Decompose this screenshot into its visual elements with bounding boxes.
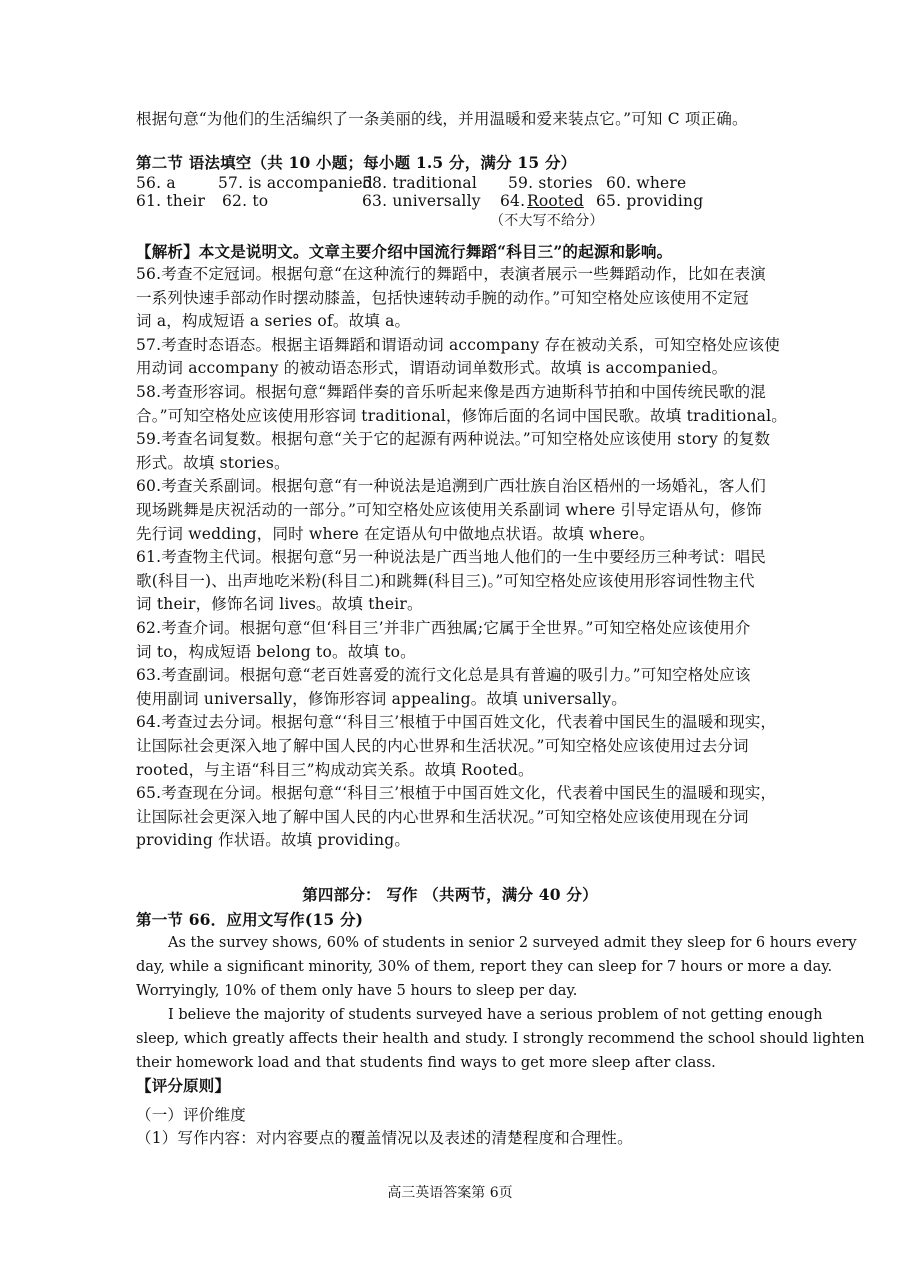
intro-line: 根据句意“为他们的生活编织了一条美丽的线，并用温暖和爱来装点它。”可知 C 项正确。: [136, 110, 748, 128]
analysis-line: 先行词 wedding，同时 where 在定语从句中做地点状语。故填 where。: [136, 524, 655, 543]
criteria-heading: （一）评价维度: [136, 1106, 246, 1124]
answer-57: 57. is accompanied: [218, 174, 373, 192]
writing-section1-heading: 第一节 66．应用文写作(15 分): [136, 910, 364, 929]
analysis-line: 使用副词 universally，修饰形容词 appealing。故填 universally。: [136, 689, 627, 708]
answer-62: 62. to: [222, 192, 269, 210]
essay-line: I believe the majority of students surveyed have a serious problem of not getting enough: [168, 1007, 823, 1023]
analysis-line: 词 their，修饰名词 lives。故填 their。: [136, 595, 423, 614]
essay-line: sleep, which greatly affects their health and study. I strongly recommend the school should lighten: [136, 1031, 865, 1047]
answer-60: 60. where: [606, 174, 687, 192]
answer-58: 58. traditional: [362, 174, 478, 192]
analysis-line: 词 a，构成短语 a series of。故填 a。: [136, 312, 411, 331]
answer-63: 63. universally: [362, 192, 481, 210]
analysis-line: 现场跳舞是庆祝活动的一部分。”可知空格处应该使用关系副词 where 引导定语从句，修饰: [136, 501, 762, 519]
analysis-line: 56.考查不定冠词。根据句意“在这种流行的舞蹈中，表演者展示一些舞蹈动作，比如在表演: [136, 265, 766, 283]
essay-line: Worryingly, 10% of them only have 5 hours to sleep per day.: [136, 983, 578, 999]
analysis-line: 61.考查物主代词。根据句意“另一种说法是广西当地人他们的一生中要经历三种考试：唱民: [136, 548, 766, 567]
analysis-line: 60.考查关系副词。根据句意“有一种说法是追溯到广西壮族自治区梧州的一场婚礼，客人们: [136, 477, 766, 496]
analysis-line: 用动词 accompany 的被动语态形式，谓语动词单数形式。故填 is accompanied。: [136, 359, 728, 378]
analysis-line: rooted，与主语“科目三”构成动宾关系。故填 Rooted。: [136, 760, 534, 779]
criteria-content: （1）写作内容：对内容要点的覆盖情况以及表述的清楚程度和合理性。: [136, 1129, 633, 1147]
analysis-line: providing 作状语。故填 providing。: [136, 831, 411, 850]
analysis-line: 让国际社会更深入地了解中国人民的内心世界和生活状况。”可知空格处应该使用过去分词: [136, 737, 749, 755]
answer-59: 59. stories: [508, 174, 593, 192]
answer-64-value: Rooted: [527, 192, 584, 210]
part4-heading: 第四部分： 写作 （共两节，满分 40 分）: [302, 885, 598, 904]
analysis-line: 62.考查介词。根据句意“但‘科目三’并非广西独属;它属于全世界。”可知空格处应该使用介: [136, 619, 751, 637]
answer-64-number: 64.: [500, 192, 526, 210]
analysis-line: 64.考查过去分词。根据句意“‘科目三’根植于中国百姓文化，代表着中国民生的温暖和现实，: [136, 713, 777, 732]
analysis-line: 65.考查现在分词。根据句意“‘科目三’根植于中国百姓文化，代表着中国民生的温暖和现实，: [136, 784, 777, 803]
analysis-line: 58.考查形容词。根据句意“舞蹈伴奏的音乐听起来像是西方迪斯科节拍和中国传统民歌的混: [136, 383, 766, 401]
analysis-line: 57.考查时态语态。根据主语舞蹈和谓语动词 accompany 存在被动关系，可知空格处应该使: [136, 335, 780, 354]
answer-56: 56. a: [136, 174, 176, 192]
analysis-line: 形式。故填 stories。: [136, 453, 290, 472]
essay-line: day, while a significant minority, 30% of them, report they can sleep for 7 hours or more a day.: [136, 959, 833, 975]
analysis-line: 63.考查副词。根据句意“老百姓喜爱的流行文化总是具有普遍的吸引力。”可知空格处应该: [136, 666, 751, 685]
answer-65: 65. providing: [596, 192, 704, 210]
analysis-line: 词 to，构成短语 belong to。故填 to。: [136, 642, 416, 661]
page-footer: 高三英语答案第 6页: [387, 1185, 513, 1201]
scoring-principles-heading: 【评分原则】: [136, 1076, 231, 1095]
analysis-line: 歌(科目一)、出声地吃米粉(科目二)和跳舞(科目三)。”可知空格处应该使用形容词性物主代: [136, 571, 755, 590]
analysis-line: 让国际社会更深入地了解中国人民的内心世界和生活状况。”可知空格处应该使用现在分词: [136, 807, 749, 826]
analysis-line: 合。”可知空格处应该使用形容词 traditional，修饰后面的名词中国民歌。故填 traditional。: [136, 406, 787, 425]
essay-line: As the survey shows, 60% of students in senior 2 surveyed admit they sleep for 6 hours every: [168, 935, 857, 951]
analysis-line: 一系列快速手部动作时摆动膝盖，包括快速转动手腕的动作。”可知空格处应该使用不定冠: [136, 288, 749, 307]
essay-line: their homework load and that students find ways to get more sleep after class.: [136, 1055, 716, 1071]
capitalization-note: （不大写不给分）: [490, 213, 604, 229]
analysis-line: 59.考查名词复数。根据句意“关于它的起源有两种说法。”可知空格处应该使用 story 的复数: [136, 430, 771, 449]
section2-heading: 第二节 语法填空（共 10 小题；每小题 1.5 分，满分 15 分）: [136, 153, 577, 172]
answer-61: 61. their: [136, 192, 206, 210]
analysis-heading: 【解析】本文是说明文。文章主要介绍中国流行舞蹈“科目三”的起源和影响。: [136, 242, 673, 261]
